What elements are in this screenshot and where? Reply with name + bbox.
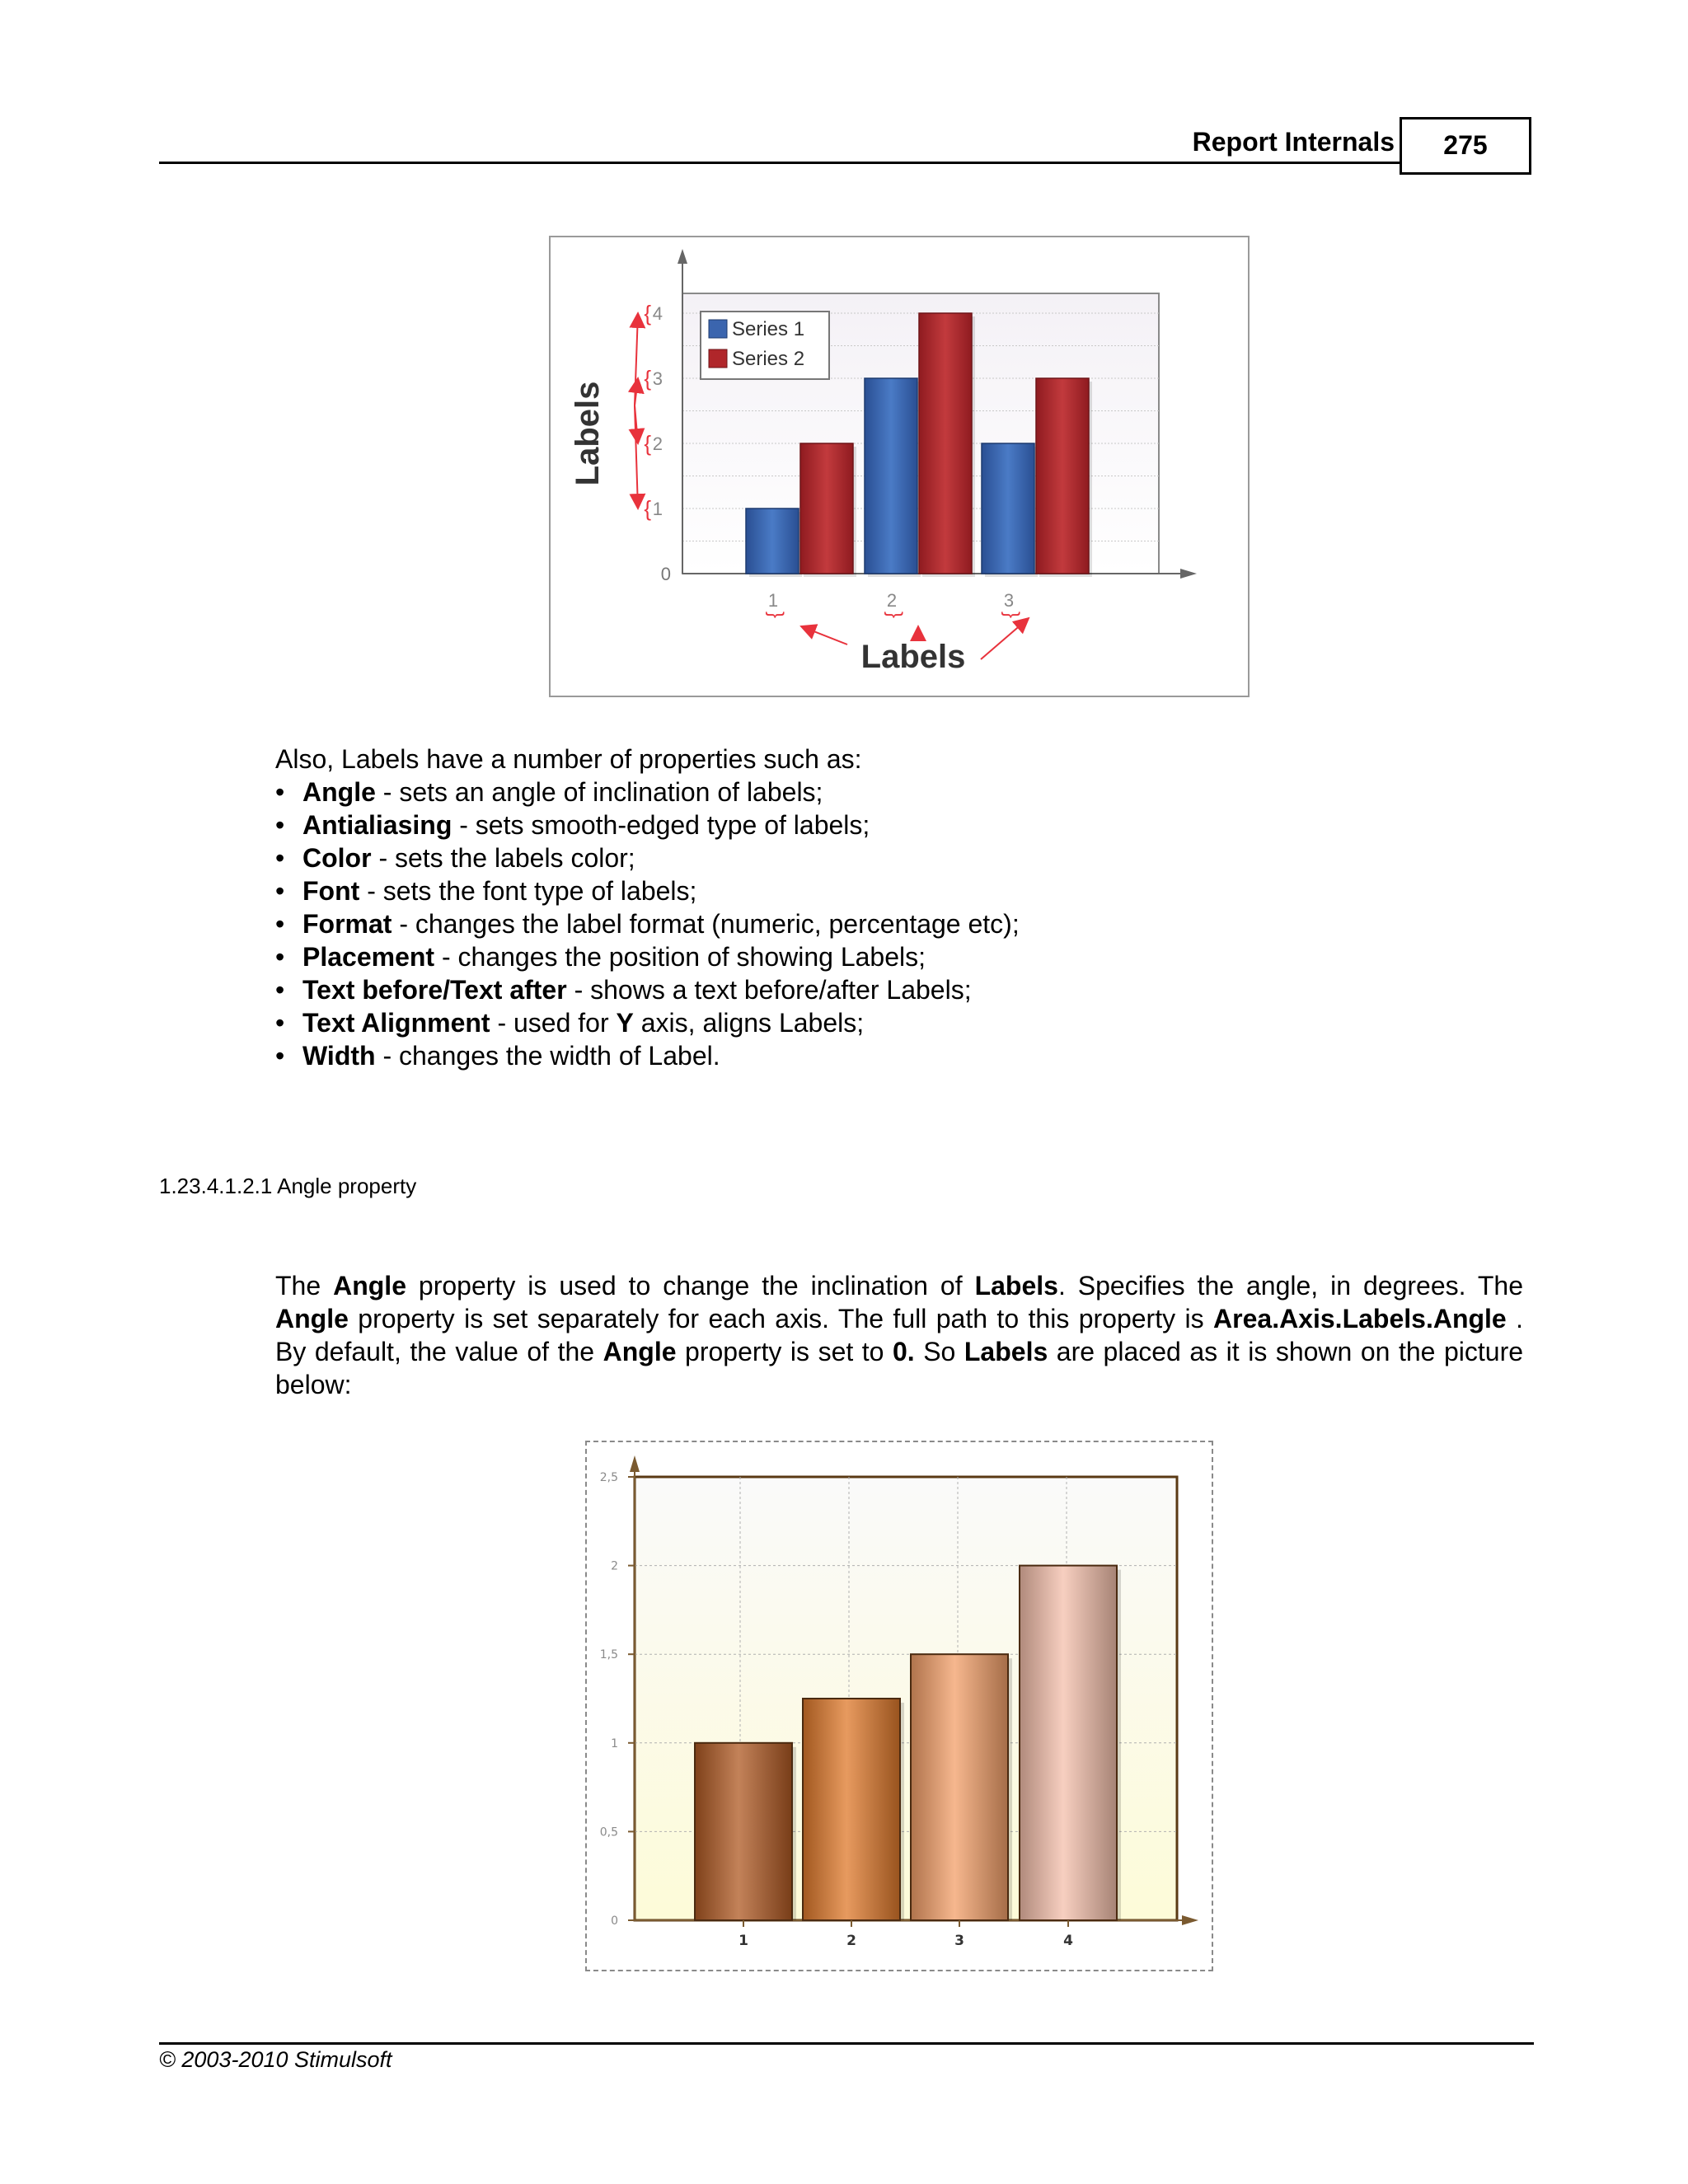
property-desc: - sets the labels color; xyxy=(371,843,635,873)
bullet: • xyxy=(275,777,285,807)
legend-swatch xyxy=(709,349,727,368)
angle-chart xyxy=(587,1442,1212,1970)
y-label-brace: { xyxy=(644,366,651,391)
y-label-brace: { xyxy=(644,431,651,456)
y-tick-label: 0 xyxy=(660,564,671,584)
y-tick-label: 1 xyxy=(611,1736,618,1750)
labels-chart xyxy=(551,237,1248,696)
legend-label: Series 2 xyxy=(732,348,805,370)
x-tick-label: 3 xyxy=(1003,590,1015,611)
property-desc: - shows a text before/after Labels; xyxy=(566,975,972,1005)
property-desc: - sets smooth-edged type of labels; xyxy=(452,810,870,840)
property-name: Format xyxy=(302,909,392,939)
x-tick-label: 3 xyxy=(954,1933,964,1949)
running-header-title: Report Internals xyxy=(1192,127,1395,157)
para-bold: Labels xyxy=(974,1271,1058,1301)
property-item xyxy=(275,1006,1020,1039)
bullet: • xyxy=(275,942,285,972)
property-item xyxy=(275,841,1020,874)
x-label-brace: } xyxy=(1001,611,1023,619)
property-name: Color xyxy=(302,843,372,873)
x-label-brace: } xyxy=(765,611,787,619)
x-annotation-arrow xyxy=(801,626,847,644)
legend-label: Series 1 xyxy=(732,318,805,340)
page-number: 275 xyxy=(1400,117,1531,175)
y-tick-label: 2 xyxy=(652,434,663,454)
property-item xyxy=(275,1039,1020,1072)
property-name: Text Alignment xyxy=(302,1008,490,1038)
y-tick-label: 1,5 xyxy=(599,1648,618,1662)
property-desc: - sets the font type of labels; xyxy=(359,876,697,906)
y-annotation-label: Labels xyxy=(570,381,606,486)
para-text: The xyxy=(275,1271,334,1301)
bar-series-2 xyxy=(800,443,853,574)
property-desc: - changes the width of Label. xyxy=(375,1041,720,1071)
y-axis-arrow xyxy=(678,249,687,264)
para-bold: Angle xyxy=(603,1337,677,1366)
y-tick-label: 3 xyxy=(652,368,663,389)
angle-paragraph xyxy=(275,1269,1523,1401)
para-text: . Specifies the angle, in degrees. The xyxy=(1057,1271,1524,1301)
copyright-text: © 2003-2010 Stimulsoft xyxy=(159,2047,392,2072)
para-bold: Area.Axis.Labels.Angle xyxy=(1213,1304,1507,1333)
property-item xyxy=(275,940,1020,973)
property-name: Angle xyxy=(302,777,376,807)
chart-legend xyxy=(701,312,829,379)
para-text: . By default, the value of the xyxy=(275,1304,1524,1366)
property-item xyxy=(275,808,1020,841)
para-bold: 0. xyxy=(893,1337,915,1366)
para-text: property is used to change the inclination of xyxy=(406,1271,975,1301)
x-tick-label: 1 xyxy=(738,1933,748,1949)
x-annotation-arrow xyxy=(981,618,1029,659)
bar-series-1 xyxy=(865,378,917,574)
para-text: So xyxy=(914,1337,964,1366)
labels-figure xyxy=(549,236,1250,697)
y-tick-label: 1 xyxy=(652,499,663,519)
para-text: property is set to xyxy=(676,1337,893,1366)
intro-text: Also, Labels have a number of properties such as: xyxy=(275,744,862,774)
property-desc: - changes the position of showing Labels; xyxy=(434,942,926,972)
x-tick-label: 1 xyxy=(767,590,779,611)
x-tick-label: 2 xyxy=(846,1933,856,1949)
property-name: Antialiasing xyxy=(302,810,452,840)
property-name: Text before/Text after xyxy=(302,975,567,1005)
bullet: • xyxy=(275,975,285,1005)
bar xyxy=(803,1699,900,1920)
para-bold: Angle xyxy=(275,1304,349,1333)
legend-swatch xyxy=(709,320,727,338)
bullet: • xyxy=(275,876,285,906)
property-name: Width xyxy=(302,1041,376,1071)
bullet: • xyxy=(275,1041,285,1071)
x-annotation-label: Labels xyxy=(860,639,966,675)
x-label-brace: } xyxy=(884,611,906,619)
y-tick-label: 0,5 xyxy=(599,1825,618,1840)
para-bold: Labels xyxy=(964,1337,1048,1366)
section-heading: 1.23.4.1.2.1 Angle property xyxy=(159,1174,417,1198)
y-tick-label: 2 xyxy=(611,1559,618,1573)
property-axis: Y xyxy=(616,1008,634,1038)
bullet: • xyxy=(275,810,285,840)
x-tick-label: 4 xyxy=(1063,1933,1073,1949)
y-tick-label: 0 xyxy=(611,1915,618,1928)
bar-series-1 xyxy=(746,509,799,574)
para-text: property is set separately for each axis. The full path to this property is xyxy=(348,1304,1214,1333)
header-rule xyxy=(159,162,1400,164)
bar xyxy=(1020,1566,1117,1920)
para-bold: Angle xyxy=(333,1271,406,1301)
property-desc: axis, aligns Labels; xyxy=(633,1008,865,1038)
property-item xyxy=(275,907,1020,940)
property-item xyxy=(275,874,1020,907)
bullet: • xyxy=(275,909,285,939)
property-name: Placement xyxy=(302,942,435,972)
y-tick-label: 4 xyxy=(652,303,663,324)
bar-series-1 xyxy=(982,443,1034,574)
property-desc: - sets an angle of inclination of labels; xyxy=(375,777,823,807)
angle-figure xyxy=(585,1441,1213,1971)
footer-rule xyxy=(159,2042,1534,2045)
bullet: • xyxy=(275,1008,285,1038)
property-list xyxy=(275,776,1020,1072)
property-desc: - used for xyxy=(490,1008,617,1038)
bullet: • xyxy=(275,843,285,873)
bar-series-2 xyxy=(1036,378,1089,574)
para-text: are placed as it is shown on the picture below: xyxy=(275,1337,1524,1399)
property-item xyxy=(275,776,1020,808)
property-name: Font xyxy=(302,876,360,906)
y-tick-label: 2,5 xyxy=(599,1471,618,1484)
x-axis-arrow xyxy=(1180,569,1197,579)
property-item xyxy=(275,973,1020,1006)
y-label-brace: { xyxy=(644,301,651,326)
bar-series-2 xyxy=(919,313,972,574)
y-label-brace: { xyxy=(644,496,651,521)
x-tick-label: 2 xyxy=(886,590,898,611)
bar xyxy=(695,1743,792,1920)
bar xyxy=(911,1654,1008,1920)
property-desc: - changes the label format (numeric, percentage etc); xyxy=(392,909,1020,939)
